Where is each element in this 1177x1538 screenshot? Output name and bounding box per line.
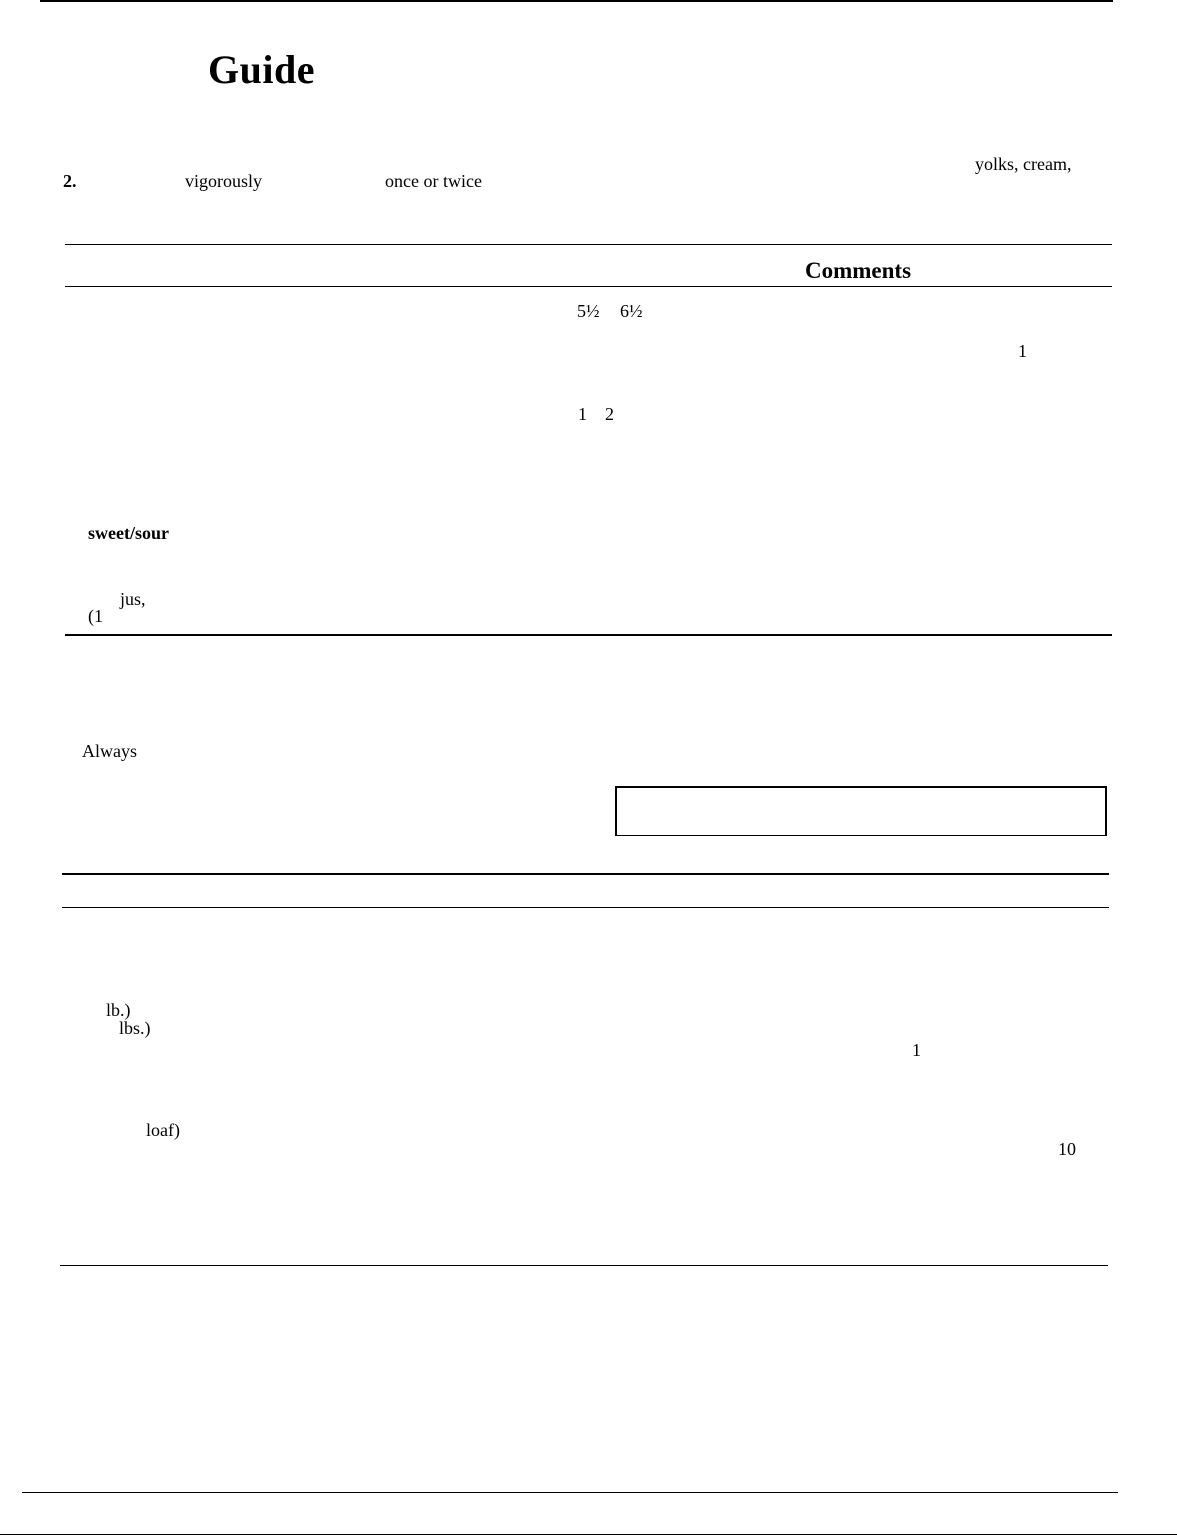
table2-header-rule — [62, 907, 1109, 908]
page-title: Guide — [208, 47, 315, 92]
bottom-page-rule — [0, 1534, 1177, 1535]
table1-paren-one: (1 — [88, 606, 103, 626]
table2-lb: lb.) — [106, 1000, 131, 1020]
table2-top-rule — [62, 873, 1109, 875]
table1-numeral-one-right: 1 — [1018, 341, 1027, 361]
table2-loaf: loaf) — [146, 1120, 180, 1140]
table2-bottom-rule — [60, 1265, 1108, 1266]
step-number: 2. — [63, 171, 77, 191]
top-page-rule — [40, 0, 1113, 2]
intro-phrase-once-or-twice: once or twice — [385, 171, 482, 191]
section2-always: Always — [82, 741, 137, 761]
table1-range-one: 1 — [578, 404, 587, 424]
table1-fraction-high: 6½ — [620, 301, 643, 321]
table2-numeral-ten: 10 — [1058, 1139, 1076, 1159]
table2-lbs: lbs.) — [119, 1018, 151, 1038]
table1-top-rule — [65, 244, 1112, 245]
table1-sweet-sour: sweet/sour — [88, 523, 169, 543]
intro-word-vigorously: vigorously — [185, 171, 263, 191]
intro-ingredients-fragment: yolks, cream, — [975, 154, 1072, 174]
footer-rule — [22, 1492, 1118, 1493]
table1-header-comments: Comments — [805, 258, 912, 283]
table1-fraction-low: 5½ — [577, 301, 600, 321]
table2-numeral-one: 1 — [912, 1040, 921, 1060]
table1-bottom-rule — [65, 634, 1112, 636]
empty-note-box — [615, 786, 1107, 836]
table1-jus: jus, — [120, 589, 146, 609]
table1-header-rule — [65, 286, 1112, 287]
table1-range-two: 2 — [605, 404, 614, 424]
